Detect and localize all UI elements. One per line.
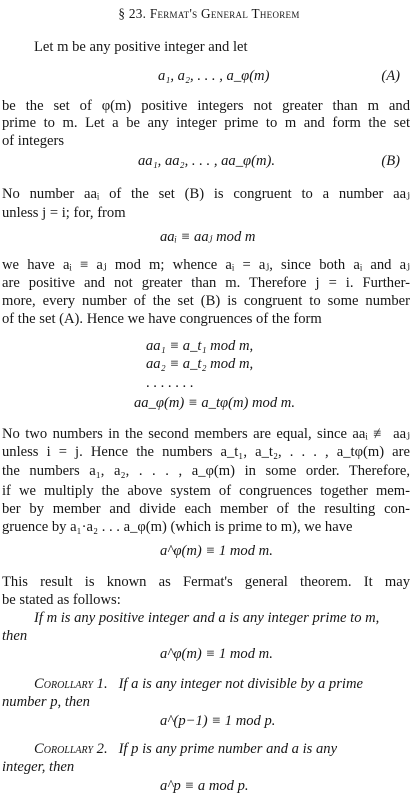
text-line: the numbers a₁, a₂, . . . , a_φ(m) in some order. Therefore, [2,463,410,479]
text-line: more, every number of the set (B) is congruent to some number [2,293,410,309]
text-line: be the set of φ(m) positive integers not greater than m and [2,98,410,114]
corollary-1 [34,675,363,693]
theorem-statement: then [2,628,28,644]
text-line: if we multiply the above system of congruences together mem- [2,483,410,499]
section-heading [0,5,418,23]
corollary-1-continued: number p, then [2,694,90,710]
text-line: ber by member and divide each member of the resulting con- [2,501,410,517]
equation-b: aa₁, aa₂, . . . , aa_φ(m). [138,153,275,169]
text-line: This result is known as Fermat's general theorem. It may [2,574,410,590]
corollary-2-continued: integer, then [2,759,75,775]
equation-d: a^φ(m) ≡ 1 mod m. [160,543,273,559]
text-line: No two numbers in the second members are equal, since aaᵢ ≢ aaⱼ [2,426,410,442]
congruence-ellipsis: . . . . . . . [146,375,194,391]
corollary-1-text: If a is any integer not divisible by a prime [118,676,363,692]
equation-g: a^p ≡ a mod p. [160,778,249,794]
congruence-2: aa₂ ≡ a_t₂ mod m, [146,356,254,372]
text-line: Let m be any positive integer and let [34,39,248,55]
equation-e: a^φ(m) ≡ 1 mod m. [160,646,273,662]
text-line: are positive and not greater than m. Therefore j = i. Further- [2,275,410,291]
section-title: Fermat's General Theorem [149,6,300,21]
corollary-2 [34,740,337,758]
text-line: unless j = i; for, from [2,205,126,221]
text-line: No number aaᵢ of the set (B) is congruent to a number aaⱼ [2,186,410,202]
corollary-2-label: Corollary 2. [34,741,108,757]
text-line: unless i = j. Hence the numbers a_t₁, a_t₂, . . . , a_tφ(m) are [2,444,410,460]
text-line: prime to m. Let a be any integer prime to m and form the set [2,115,410,131]
equation-tag-b: (B) [381,153,400,169]
section-number: § 23. [118,6,147,21]
equation-tag-a: (A) [381,68,400,84]
text-line: gruence by a₁·a₂ . . . a_φ(m) (which is prime to m), we have [2,519,353,535]
theorem-statement: If m is any positive integer and a is any integer prime to m, [34,610,380,626]
corollary-2-text: If p is any prime number and a is any [118,741,338,757]
corollary-1-label: Corollary 1. [34,676,108,692]
equation-c: aaᵢ ≡ aaⱼ mod m [160,229,256,245]
congruence-n: aa_φ(m) ≡ a_tφ(m) mod m. [134,395,295,411]
equation-a: a₁, a₂, . . . , a_φ(m) [158,68,270,84]
text-line: be stated as follows: [2,592,121,608]
text-line: we have aᵢ ≡ aⱼ mod m; whence aᵢ = aⱼ, since both aᵢ and aⱼ [2,257,410,273]
text-line: of the set (A). Hence we have congruences of the form [2,311,322,327]
congruence-1: aa₁ ≡ a_t₁ mod m, [146,338,254,354]
equation-f: a^(p−1) ≡ 1 mod p. [160,713,276,729]
text-line: of integers [2,133,65,149]
